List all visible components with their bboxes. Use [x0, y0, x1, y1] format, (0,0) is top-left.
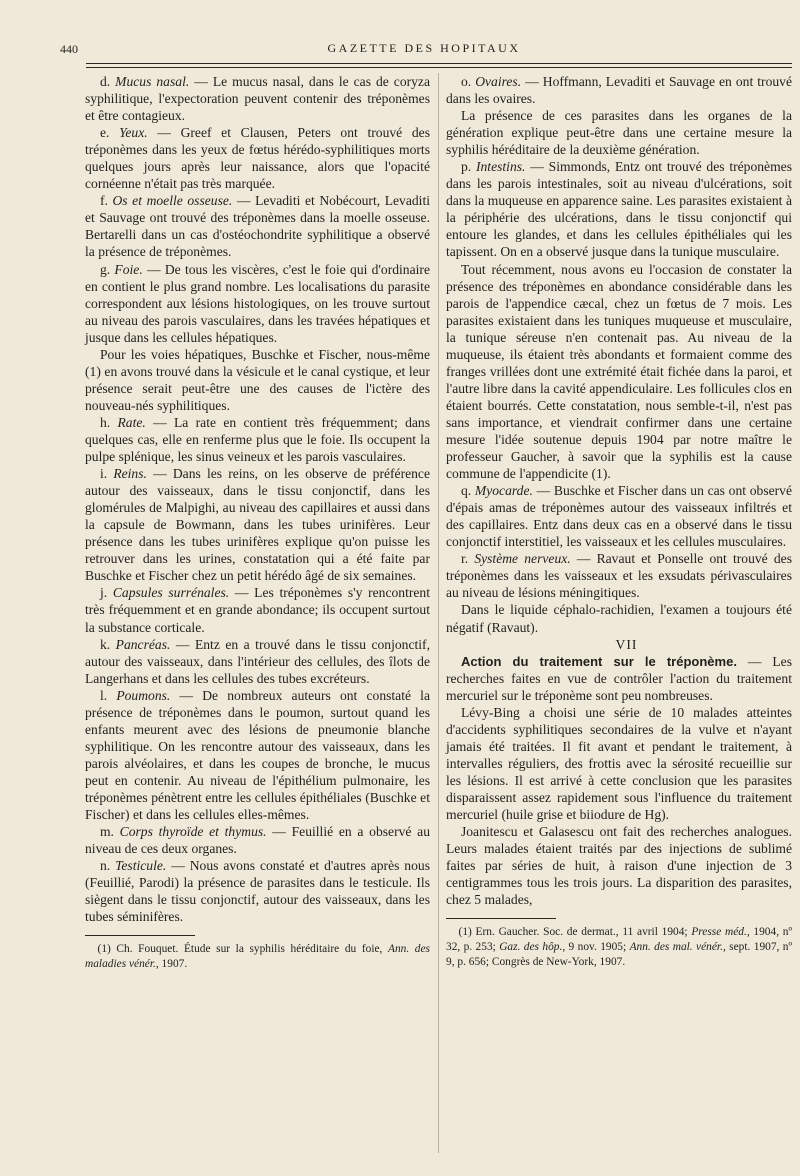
paragraph-label: k.	[99, 636, 111, 652]
paragraph	[85, 192, 430, 260]
footnote: (1) Ch. Fouquet. Étude sur la syphilis héréditaire du foie, Ann. des maladies vénér., 1907.	[85, 943, 430, 971]
left-column	[85, 73, 430, 972]
paragraph-heading: Foie.	[114, 261, 143, 277]
paragraph-label: g.	[99, 261, 111, 277]
paragraph	[85, 857, 430, 925]
paragraph-text: — Nous avons constaté et d'autres après nous (Feuillié, Parodi) la présence de parasites dans le testicule. Ils siègent dans le tissu conjonctif, autour des vaisseaux, dans les tubes séminifères.	[85, 858, 430, 925]
paragraph-label: e.	[99, 125, 110, 141]
paragraph-text: — Ravaut et Ponselle ont trouvé des tréponèmes dans les vaisseaux et les exsudats périvasculaires au niveau de lésions méningitiques.	[446, 551, 792, 601]
paragraph	[446, 601, 792, 635]
page-header	[60, 38, 788, 60]
paragraph	[85, 465, 430, 584]
paragraph-text: — Levaditi et Nobécourt, Levaditi et Sauvage ont trouvé des tréponèmes dans la moelle osseuse. Bertarelli dans un cas d'ostéochondrite syphilitique a observé la présence de tréponèmes.	[85, 193, 431, 260]
paragraph-label: d.	[99, 74, 111, 89]
paragraph-heading: Poumons.	[116, 687, 171, 703]
paragraph-heading: Reins.	[113, 466, 147, 482]
paragraph	[446, 158, 792, 260]
section-number: VII	[615, 636, 638, 652]
paragraph	[446, 653, 792, 704]
paragraph	[85, 584, 430, 635]
paragraph-text: — Hoffmann, Levaditi et Sauvage en ont trouvé dans les ovaires.	[446, 74, 792, 107]
paragraph-label: q.	[460, 483, 472, 499]
paragraph-label: i.	[99, 466, 108, 482]
paragraph-text: Tout récemment, nous avons eu l'occasion de constater la présence des tréponèmes en abondance considérable dans les parois de l'appendice cæcal, chez un fœtus de 7 mois. Les parasites existaient dans les tuniques muqueuse et musculaire, la tunique séreuse n'en contenait pas. Au niveau de la muqueuse, ils étaient très abondants et formaient comme des franges vrillées dont une extrémité était fichée dans la paroi, et l'autre libre dans la cavité appendiculaire. Les follicules clos en étaient bourrés. Cette constatation, nous semble-t-il, n'est pas sans importance, et viendrait confirmer dans une certaine mesure l'idée soutenue depuis 1904 par notre maître le professeur Gaucher, à savoir que la syphilis est la cause commune de l'appendicite (1).	[446, 261, 792, 482]
paragraph-heading: Rate.	[117, 414, 146, 430]
paragraph	[446, 550, 792, 601]
paragraph-heading: Pancréas.	[115, 636, 171, 652]
section-heading: Action du traitement sur le tréponème.	[460, 653, 737, 669]
paragraph-label: o.	[460, 74, 472, 89]
paragraph	[446, 107, 792, 158]
paragraph	[85, 687, 430, 823]
running-title: GAZETTE DES HOPITAUX	[327, 41, 521, 55]
paragraph	[85, 823, 430, 857]
paragraph-text: La présence de ces parasites dans les organes de la génération explique peut-être dans une certaine mesure la syphilis héréditaire de la deuxième génération.	[446, 108, 792, 158]
paragraph-label: p.	[460, 159, 472, 175]
column-divider	[438, 73, 439, 1153]
paragraph-text: — Dans les reins, on les observe de préférence autour des vaisseaux, dans le tissu conjonctif, dans les glomérules de Malpighi, au niveau des capillaires et aussi dans la capsule de Bowmann, dans les tubes urinifères. Leur présence dans les tubes urinifères explique qu'on puisse les retrouver dans les urines, constatation qui a été faite par Buschke et Fischer chez un petit hérédo âgé de six semaines.	[85, 466, 430, 584]
header-rule-secondary	[86, 67, 792, 68]
footnote-rule	[85, 935, 195, 936]
paragraph	[85, 636, 430, 687]
paragraph-text: — De tous les viscères, c'est le foie qui d'ordinaire en contient le plus grand nombre. Les localisations du parasite correspondent aux lésions histologiques, on les trouve surtout au niveau des parois vasculaires, dans les travées hépatiques et jusque dans les cellules hépatiques.	[85, 261, 430, 345]
header-rule	[86, 63, 792, 64]
paragraph-text: — Entz en a trouvé dans le tissu conjonctif, autour des vaisseaux, dans l'intérieur des cellules, des îlots de Langerhans et dans les cellules des tubes excréteurs.	[85, 636, 430, 686]
paragraph	[85, 346, 430, 414]
paragraph-text: — Les tréponèmes s'y rencontrent très fréquemment et en grande abondance; ils occupent surtout la substance corticale.	[85, 585, 430, 635]
paragraph-text: — Buschke et Fischer dans un cas ont observé d'épais amas de tréponèmes autour des vaisseaux infiltrés et des capillaires. Entz dans deux cas en a observé dans le tissu conjonctif interstitiel, les vaisseaux et les cellules musculaires.	[446, 483, 792, 550]
paragraph-heading: Capsules surrénales.	[112, 585, 230, 601]
paragraph-text: Joanitescu et Galasescu ont fait des recherches analogues. Leurs malades étaient traités par des injections de sublimé faites par séries de huit, à raison d'une injection de 3 centigrammes tous les trois jours. La disparition des parasites, chez 5 malades,	[446, 824, 792, 908]
paragraph-label: l.	[99, 687, 108, 703]
footnote: (1) Ern. Gaucher. Soc. de dermat., 11 avril 1904; Presse méd., 1904, nº 32, p. 253; Gaz. des hôp., 9 nov. 1905; Ann. des mal. vénér., sept. 1907, nº 9, p. 656; Congrès de New-York, 1907.	[446, 926, 793, 969]
paragraph	[446, 261, 792, 483]
paragraph	[85, 261, 430, 346]
paragraph-label: j.	[99, 585, 108, 601]
paragraph-label: n.	[99, 858, 111, 874]
paragraph-label: m.	[99, 824, 114, 840]
paragraph	[446, 704, 792, 823]
paragraph-heading: Os et moelle osseuse.	[112, 193, 233, 209]
right-paragraphs	[446, 73, 792, 636]
paragraph-text: Dans le liquide céphalo-rachidien, l'examen a toujours été négatif (Ravaut).	[446, 602, 792, 635]
paragraph	[446, 73, 792, 107]
paragraph-text: — Simmonds, Entz ont trouvé des tréponèmes dans les parois intestinales, soit au niveau d'ulcérations, soit dans la muqueuse en apparence saine. Les parasites existaient à la périphérie des ulcérations, dans le tissu conjonctif qui entoure les glandes, et dans les cellules épithéliales qui les tapissent. On en a observé jusque dans la tunique musculaire.	[446, 159, 792, 260]
paragraph	[85, 414, 430, 465]
paragraph-label: f.	[99, 193, 108, 209]
paragraph-heading: Testicule.	[115, 858, 167, 874]
paragraph-text: — La rate en contient très fréquemment; dans quelques cas, elle en renferme plus que le foie. Ils occupent la pulpe splénique, les sinus veineux et les parois vasculaires.	[85, 414, 430, 465]
paragraph	[446, 482, 792, 550]
paragraph	[85, 124, 430, 192]
paragraph-text: — Les recherches faites en vue de contrôler l'action du traitement mercuriel sur le tréponème sont peu nombreuses.	[446, 653, 792, 703]
paragraph-text: — De nombreux auteurs ont constaté la présence de tréponèmes dans le poumon, surtout quand les enfants meurent avec des lésions de pneumonie blanche syphilitique. On les rencontre autour des vaisseaux, dans les parois alvéolaires, et dans les coupes de bronche, le mucus peut en contenir. Au niveau de l'épithélium pulmonaire, les tréponèmes pénètrent entre les cellules épithéliales (Buschke et Fischer) et dans les cellules elles-mêmes.	[85, 687, 430, 823]
right-column	[446, 73, 792, 970]
paragraph-text: Pour les voies hépatiques, Buschke et Fischer, nous-même (1) en avons trouvé dans la vésicule et le canal cystique, et leur présence serait peut-être une des causes de l'ictère des nouveau-nés syphilitiques.	[85, 346, 430, 413]
paragraph	[446, 823, 792, 908]
page-number: 440	[60, 42, 78, 56]
paragraph-heading: Corps thyroïde et thymus.	[119, 824, 267, 840]
left-paragraphs	[85, 73, 430, 925]
paragraph-heading: Système nerveux.	[474, 551, 571, 567]
footnote-rule	[446, 918, 556, 919]
paragraph-text: — Greef et Clausen, Peters ont trouvé des tréponèmes dans les yeux de fœtus hérédo-syphilitiques morts quelques jours après leur naissance, alors que l'opacité cornéenne n'était pas très marquée.	[85, 125, 430, 192]
paragraph-heading: Myocarde.	[474, 483, 533, 499]
paragraph-label: r.	[460, 551, 469, 567]
paragraph-label: h.	[99, 414, 111, 430]
paragraph-heading: Intestins.	[475, 159, 526, 175]
paragraph-heading: Yeux.	[119, 125, 148, 141]
section-paragraphs	[446, 653, 792, 909]
paragraph-heading: Ovaires.	[475, 74, 522, 89]
paragraph-text: — Feuillié en a observé au niveau de ces deux organes.	[85, 824, 430, 857]
paragraph-text: — Le mucus nasal, dans le cas de coryza syphilitique, l'expectoration peuvent contenir des tréponèmes et être contagieux.	[85, 74, 431, 124]
paragraph-text: Lévy-Bing a choisi une série de 10 malades atteintes d'accidents syphilitiques secondaires de la vulve et n'ayant jamais été traitées. Il fit avant et pendant le traitement, à intervalles réguliers, des frottis avec la sérosité recueillie sur les lésions. Il est arrivé à cette conclusion que les parasites disparaissent assez rapidement sous l'influence du traitement mercuriel (huile grise et biiodure de Hg).	[446, 704, 792, 823]
paragraph-heading: Mucus nasal.	[115, 74, 190, 89]
paragraph	[85, 73, 430, 124]
